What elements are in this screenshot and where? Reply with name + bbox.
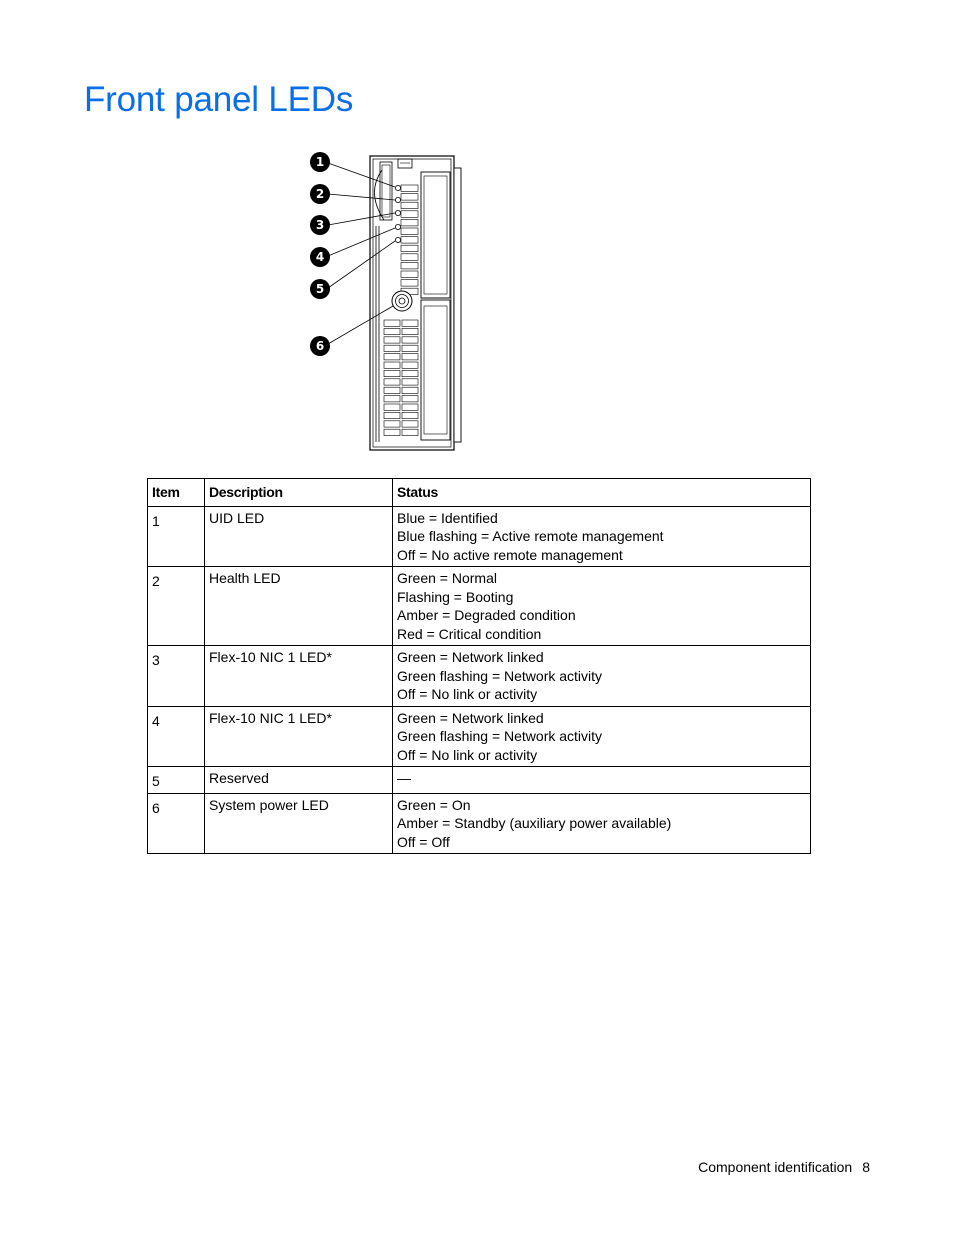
row-item-number: 2 — [148, 567, 205, 646]
status-line: Off = No link or activity — [397, 746, 538, 763]
row-description: System power LED — [205, 793, 393, 854]
row-item-number: 3 — [148, 646, 205, 707]
row-description: Flex-10 NIC 1 LED* — [205, 706, 393, 767]
callout-1 — [310, 152, 330, 172]
row-description: UID LED — [205, 506, 393, 567]
status-line: Blue = Identified — [397, 509, 498, 526]
row-item-number: 6 — [148, 793, 205, 854]
table-header-row — [148, 479, 811, 507]
row-description: Health LED — [205, 567, 393, 646]
row-status — [393, 567, 811, 646]
status-line: Green flashing = Network activity — [397, 667, 603, 684]
status-line: Off = No link or activity — [397, 686, 538, 702]
status-line: Off = Off — [397, 833, 450, 850]
led-status-table — [147, 478, 811, 854]
table-row — [148, 767, 811, 794]
table-row — [148, 706, 811, 767]
row-status — [393, 767, 811, 794]
callout-3 — [310, 215, 330, 235]
row-item-number: 1 — [148, 506, 205, 567]
callout-5 — [310, 279, 330, 299]
header-description: Description — [205, 479, 393, 507]
svg-text:5: 5 — [315, 282, 325, 296]
status-line: Green = Normal — [397, 570, 497, 586]
status-line: Flashing = Booting — [397, 588, 514, 605]
row-item-number: 4 — [148, 706, 205, 767]
table-row — [148, 646, 811, 707]
row-status — [393, 646, 811, 707]
table-row — [148, 793, 811, 854]
row-description: Reserved — [205, 767, 393, 794]
callout-2 — [310, 184, 330, 204]
svg-text:6: 6 — [315, 339, 325, 353]
status-line: — — [397, 770, 411, 786]
page-footer — [698, 1157, 870, 1177]
row-item-number: 5 — [148, 767, 205, 794]
table-row — [148, 567, 811, 646]
front-panel-figure — [300, 148, 470, 454]
status-line: Amber = Degraded condition — [397, 607, 576, 623]
footer-section-name: Component identification — [698, 1159, 853, 1175]
svg-text:2: 2 — [315, 187, 325, 201]
row-status — [393, 706, 811, 767]
status-line: Amber = Standby (auxiliary power available) — [397, 815, 672, 831]
callout-6 — [310, 336, 330, 356]
status-line: Green flashing = Network activity — [397, 728, 603, 744]
page-title: Front panel LEDs — [84, 80, 354, 119]
row-status — [393, 506, 811, 567]
header-item: Item — [148, 479, 205, 507]
status-line: Green = On — [397, 796, 471, 813]
server-blade-front-panel-icon — [300, 148, 470, 454]
table-row — [148, 506, 811, 567]
status-line: Red = Critical condition — [397, 625, 542, 642]
svg-text:4: 4 — [315, 250, 325, 264]
row-status — [393, 793, 811, 854]
header-status: Status — [393, 479, 811, 507]
footer-page-number: 8 — [862, 1159, 870, 1175]
status-line: Green = Network linked — [397, 709, 544, 726]
status-line: Green = Network linked — [397, 649, 544, 665]
svg-text:3: 3 — [315, 218, 325, 232]
status-line: Off = No active remote management — [397, 546, 623, 563]
row-description: Flex-10 NIC 1 LED* — [205, 646, 393, 707]
callout-4 — [310, 247, 330, 267]
svg-text:1: 1 — [315, 155, 325, 169]
status-line: Blue flashing = Active remote management — [397, 528, 664, 544]
